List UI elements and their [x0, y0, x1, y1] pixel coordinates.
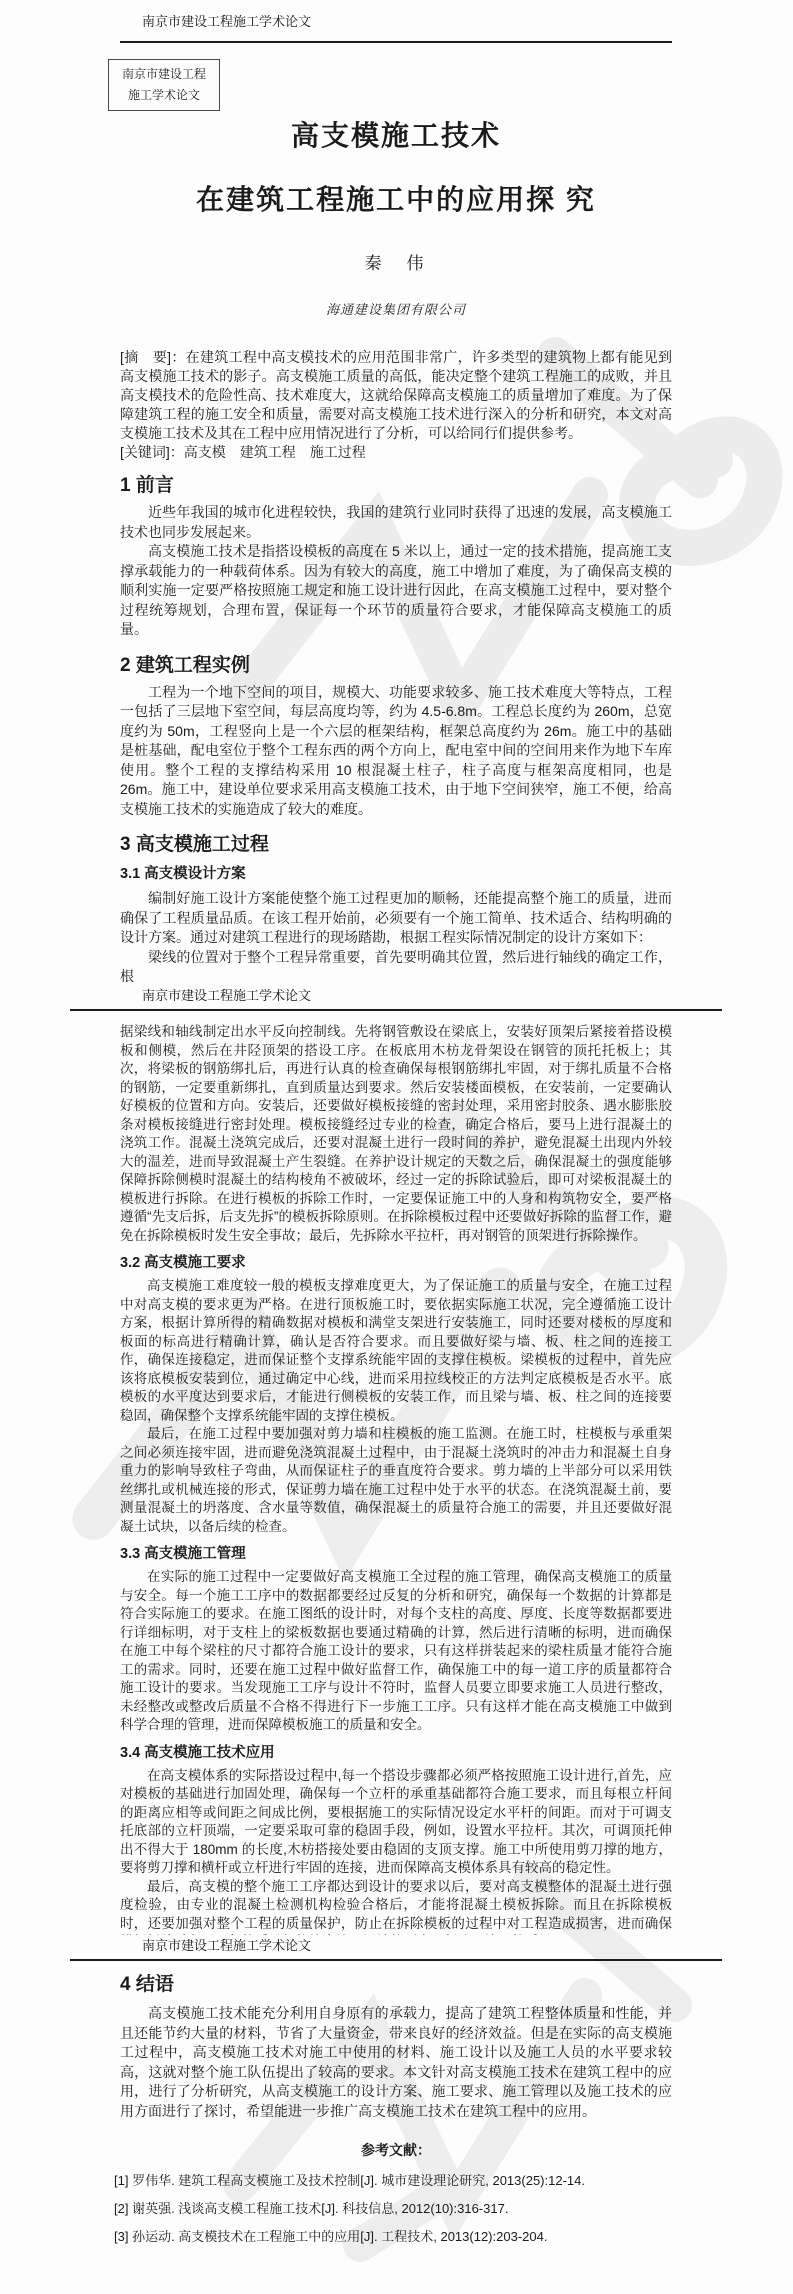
journal-badge [108, 59, 220, 111]
keywords-text: 高支模 建筑工程 施工过程 [183, 444, 366, 460]
subsection-heading-3-2: 3.2 高支模施工要求 [120, 1255, 246, 1271]
journal-badge-line2: 施工学术论文 [127, 88, 200, 102]
section-heading-2: 2 建筑工程实例 [120, 654, 250, 676]
paragraph-continued-start: 梁线的位置对于整个工程异常重要，首先要明确其位置，然后进行轴线的确定工作，根 [120, 948, 672, 984]
subsection-heading-3-4: 3.4 高支模施工技术应用 [120, 1744, 275, 1761]
section-heading-3: 3 高支模施工过程 [120, 834, 269, 855]
abstract-text: 在建筑工程中高支模技术的应用范围非常广，许多类型的建筑物上都有能见到高支模施工技术的影子。高支模施工质量的高低，能决定整个建筑工程施工的成败，并且高支模技术的危险性高、技术难度大，这就给保障高支模施工的质量增加了难度。为了保障建筑工程的施工安全和质量，需要对高支模施工技术进行深入的分析和研究，本文对高支模施工技术及其在工程中应用情况进行了分析，可以给同行们提供参考。 [120, 349, 673, 441]
paragraph: 在高支模体系的实际搭设过程中,每一个搭设步骤都必须严格按照施工设计进行,首先，应对模板的基础进行加固处理，确保每一个立杆的承重基础都符合施工要求，而且每根立杆间的距离应相等或间距之间成比例，要根据施工的实际情况设定水平杆的间距。而对于可调支托底部的立杆顶端，一定要采取可靠的稳固手段，例如，设置水平拉杆。其次，可调顶托伸出不得大于 180mm 的长度,木枋搭接处要由稳固的支顶支撑。施工中所使用剪刀撑的地方，要将剪刀撑和横杆或立杆进行牢固的连接，进而保障高支模体系具有较高的稳定性。 [120, 1767, 672, 1875]
running-header: 南京市建设工程施工学术论文 [142, 1938, 312, 1953]
paragraph: 高支模施工技术能充分利用自身原有的承载力，提高了建筑工程整体质量和性能，并且还能节约大量的材料，节省了大量资金，带来良好的经济效益。但是在实际的高支模施工过程中，高支模施工技术对施工中使用的材料、施工设计以及施工人员的水平要求较高，这就对整个施工队伍提出了较高的要求。本文针对高支模施工技术在建筑工程中的应用，进行了分析研究，从高支模施工的设计方案、施工要求、施工管理以及施工技术的应用方面进行了探讨，希望能进一步推广高支模施工技术在建筑工程中的应用。 [120, 2005, 672, 2119]
page-header-rule [70, 1009, 722, 1011]
reference-item: [3] 孙运动. 高支模技术在工程施工中的应用[J]. 工程技术, 2013(12):203-204. [114, 2229, 548, 2244]
paragraph: 编制好施工设计方案能使整个施工过程更加的顺畅，还能提高整个施工的质量，进而确保了工程质量品质。在该工程开始前，必须要有一个施工简单、技术适合、结构明确的设计方案。通过对建筑工程进行的现场踏勘，根据工程实际情况制定的设计方案如下： [120, 890, 672, 945]
paper-title-line2: 在建筑工程施工中的应用探 究 [196, 184, 596, 215]
paragraph: 高支模施工难度较一般的模板支撑难度更大，为了保证施工的质量与安全，在施工过程中对高支模的要求更为严格。在进行顶板施工时，要依据实际施工状况，完全遵循施工设计方案，根据计算所得的精确数据对模板和满堂支架进行安装施工，同时还要对楼板的厚度和板面的标高进行精确计算，确认是否符合要求。而且要做好梁与墙、板、柱之间的连接工作，确保连接稳定，进而保证整个支撑系统能牢固的支撑住模板。梁模板的过程中，首先应该将底模板安装到位，通过确定中心线，进而采用拉线校正的方法判定底模板是否水平。底模板的水平度达到要求后，才能进行侧模板的安装工作，而且梁与墙、板、柱之间的连接要稳固，确保整个支撑系统能牢固的支撑住模板。 [120, 1278, 672, 1423]
paragraph: 在实际的施工过程中一定要做好高支模施工全过程的施工管理，确保高支模施工的质量与安全。每一个施工工序中的数据都要经过反复的分析和研究，确保每一个数据的计算都是符合实际施工的要求。在施工图纸的设计时，对每个支柱的高度、厚度、长度等数据都要进行详细标明，对于支柱上的梁板数据也要通过精确的计算，然后进行清晰的标明，进而确保在施工中每个梁柱的尺寸都符合施工设计的要求，只有这样拼装起来的梁柱质量才能符合施工的需求。同时，还要在施工过程中做好监督工作，确保施工中的每一道工序的质量都符合施工设计的要求。当发现施工工序与设计不符时，监督人员要立即要求施工人员进行整改，未经整改或整改后质量不合格不得进行下一步施工工序。只有这样才能在高支模施工中做到科学合理的管理，进而保障模板施工的质量和安全。 [120, 1569, 672, 1732]
page-header-rule [70, 1959, 722, 1961]
subsection-heading-3-3: 3.3 高支模施工管理 [120, 1546, 246, 1562]
abstract-label: [摘 要]： [120, 349, 186, 365]
paragraph: 最后，在施工过程中要加强对剪力墙和柱模板的施工监测。在施工时，柱模板与承重架之间必须连接牢固，进而避免浇筑混凝土过程中，由于混凝土浇筑时的冲击力和混凝土自身重力的影响导致柱子弯曲，从而保证柱子的垂直度符合要求。剪力墙的上半部分可以采用铁丝绑扎或机械连接的形式，保证剪力墙在施工过程中处于水平的状态。在浇筑混凝土前，要测量混凝土的坍落度、含水量等数值，确保混凝土的质量符合施工的需要，并且还要做好混凝土试块，以备后续的检查。 [120, 1426, 672, 1534]
references-title: 参考文献： [361, 2142, 431, 2158]
paragraph: 工程为一个地下空间的项目，规模大、功能要求较多、施工技术难度大等特点，工程一包括了三层地下室空间，每层高度均等，约为 4.5-6.8m。工程总长度约为 260m，总宽度约为 50m，工程竖向上是一个六层的框架结构，框架总高度约为 26m。施工中的基础是桩基础，配电室位于整个工程东西的两个方向上，配电室中间的空间用来作为地下车库使用。整个工程的支撑结构采用 10 根混凝土柱子，柱子高度与框架高度相同，也是 26m。施工中，建设单位要求采用高支模施工技术，由于地下空间狭窄，施工不便，给高支模施工技术的实施造成了较大的难度。 [120, 683, 672, 817]
paragraph: 高支模施工技术是指搭设模板的高度在 5 米以上，通过一定的技术措施，提高施工支撑承载能力的一种载荷体系。因为有较大的高度，施工中增加了难度，为了确保高支模的顺利实施一定要严格按照施工规定和施工设计进行因此，在高支模施工过程中，要对整个过程统筹规划，合理布置，保证每一个环节的质量符合要求，才能保障高支模施工的质量。 [120, 543, 672, 637]
reference-item: [1] 罗伟华. 建筑工程高支模施工及技术控制[J]. 城市建设理论研究, 2013(25):12-14. [114, 2173, 585, 2188]
keywords-label: [关键词]： [120, 444, 184, 460]
keywords-line [120, 443, 672, 462]
paragraph: 近些年我国的城市化进程较快，我国的建筑行业同时获得了迅速的发展，高支模施工技术也同步发展起来。 [120, 504, 672, 540]
journal-badge-line1: 南京市建设工程 [121, 67, 206, 81]
page-1 [0, 0, 793, 985]
paragraph-continued-end: 据梁线和轴线制定出水平反向控制线。先将钢管敷设在梁底上，安装好顶架后紧接着搭设模板和侧模，然后在井陉顶架的搭设工序。在板底用木枋龙骨架设在钢管的顶托托板上；其次，将梁板的钢筋绑扎后，再进行认真的检查确保每根钢筋绑扎牢固，对于绑扎质量不合格的钢筋，一定要重新绑扎，直到质量达到要求。然后安装楼面模板，在安装前，一定要确认好模板的位置和方向。安装后，还要做好模板接缝的密封处理，采用密封胶条、遇水膨胀胶条对模板接缝进行密封处理。模板接缝经过专业的检查，确定合格后，要马上进行混凝土的浇筑工作。混凝土浇筑完成后，还要对混凝土进行一段时间的养护，避免混凝土出现内外较大的温差，进而导致混凝土产生裂缝。在养护设计规定的天数之后，确保混凝土的强度能够保障拆除侧模时混凝土的结构棱角不被破坏，经过一定的拆除试验后，即可对梁板混凝土的模板进行拆除。在进行模板的拆除工作时，一定要保证施工中的人身和构筑物安全，要严格遵循“先支后拆，后支先拆”的模板拆除原则。在拆除模板过程中还要做好拆除的监督工作，避免在拆除模板时发生安全事故；最后，先拆除水平拉杆，再对钢管的顶架进行拆除操作。 [120, 1024, 672, 1243]
page-header-rule [120, 41, 672, 43]
subsection-heading-3-1: 3.1 高支模设计方案 [120, 866, 246, 882]
reference-item: [2] 谢英强. 浅谈高支模工程施工技术[J]. 科技信息, 2012(10):316-317. [114, 2201, 509, 2216]
section-heading-4: 4 结语 [120, 1974, 174, 1995]
running-header: 南京市建设工程施工学术论文 [142, 14, 312, 29]
abstract-paragraph [120, 348, 672, 443]
section-heading-1: 1 前言 [120, 475, 174, 496]
running-header: 南京市建设工程施工学术论文 [142, 988, 312, 1003]
author-name: 秦 伟 [364, 254, 428, 273]
page-3 [0, 1935, 793, 2294]
page-2 [0, 985, 793, 1935]
paragraph: 最后，高支模的整个施工工序都达到设计的要求以后，要对高支模整体的混凝土进行强度检验，由专业的混凝土检测机构检验合格后，才能将混凝土模板拆除。而且在拆除模板时，还要加强对整个工程的质量保护，防止在拆除模板的过程中对工程造成损害，进而确保 [120, 1878, 672, 1931]
paper-title-line1: 高支模施工技术 [290, 120, 501, 151]
author-affiliation: 海通建设集团有限公司 [325, 302, 466, 317]
